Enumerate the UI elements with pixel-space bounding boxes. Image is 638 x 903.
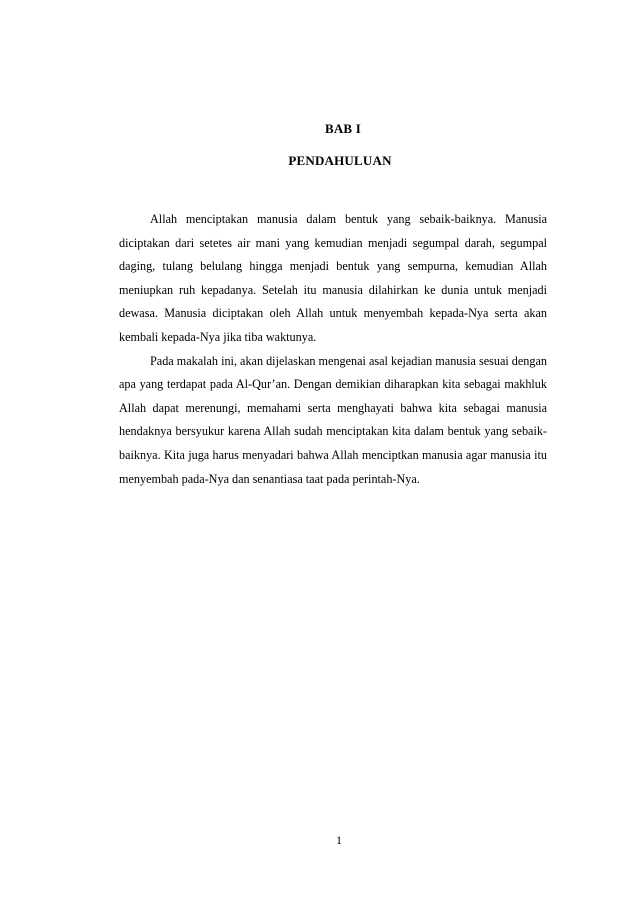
paragraph-2: Pada makalah ini, akan dijelaskan mengenai asal kejadian manusia sesuai dengan apa yang terdapat pada Al-Qur’an. Dengan demikian diharapkan kita sebagai makhluk Allah dapat merenungi, memahami serta menghayati bahwa kita sebagai manusia hendaknya bersyukur karena Allah sudah menciptakan kita dalam bentuk yang sebaik-baiknya. Kita juga harus menyadari bahwa Allah menciptkan manusia agar manusia itu menyembah pada-Nya dan senantiasa taat pada perintah-Nya.: [119, 353, 547, 486]
chapter-title: PENDAHULUAN: [288, 153, 392, 168]
paragraph-1: Allah menciptakan manusia dalam bentuk yang sebaik-baiknya. Manusia diciptakan dari setetes air mani yang kemudian menjadi segumpal darah, segumpal daging, tulang belulang hingga menjadi bentuk yang sempurna, kemudian Allah meniupkan ruh kepadanya. Setelah itu manusia dilahirkan ke dunia untuk menjadi dewasa. Manusia diciptakan oleh Allah untuk menyembah kepada-Nya serta akan kembali kepada-Nya jika tiba waktunya.: [119, 212, 547, 344]
chapter-number: BAB I: [324, 121, 362, 136]
page-number: 1: [336, 833, 342, 847]
body-text: [119, 208, 547, 491]
